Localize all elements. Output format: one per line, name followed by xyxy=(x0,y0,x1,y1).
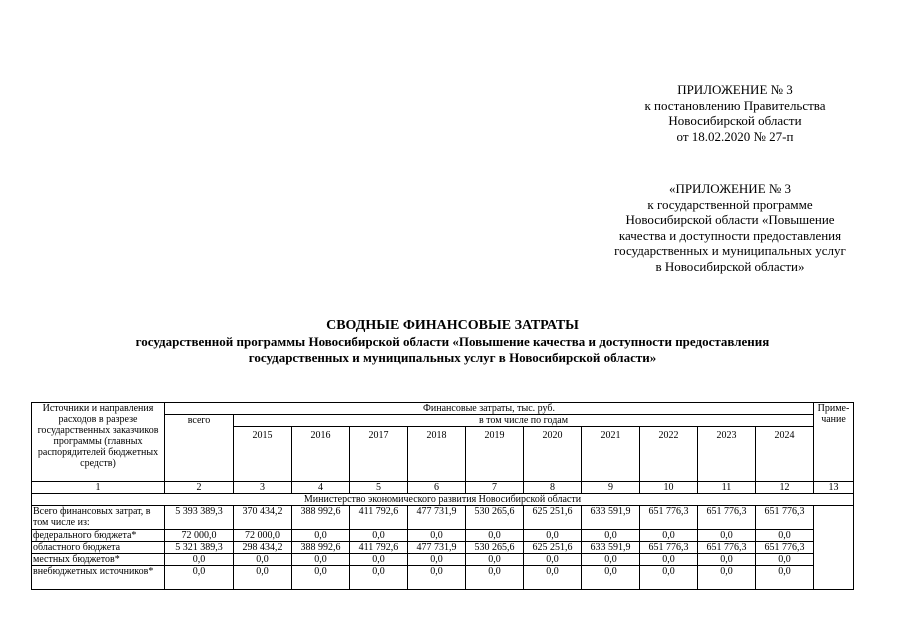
year-header: 2019 xyxy=(466,427,524,482)
ministry-row: Министерство экономического развития Новосибирской области xyxy=(32,494,854,506)
row-label: федерального бюджета* xyxy=(32,530,165,542)
cell-year-value: 0,0 xyxy=(524,554,582,566)
cell-year-value: 625 251,6 xyxy=(524,506,582,530)
cell-year-value: 411 792,6 xyxy=(350,506,408,530)
cell-year-value: 0,0 xyxy=(292,566,350,590)
appendix2-line: качества и доступности предоставления xyxy=(618,227,842,243)
cell-year-value: 0,0 xyxy=(350,554,408,566)
financial-costs-table xyxy=(31,402,854,590)
year-header: 2021 xyxy=(582,427,640,482)
cell-year-value: 477 731,9 xyxy=(408,506,466,530)
title-line-3: государственных и муниципальных услуг в Новосибирской области» xyxy=(248,350,657,365)
cell-year-value: 0,0 xyxy=(698,554,756,566)
cell-year-value: 633 591,9 xyxy=(582,542,640,554)
cell-year-value: 0,0 xyxy=(234,566,292,590)
column-number: 11 xyxy=(698,482,756,494)
cell-year-value: 0,0 xyxy=(408,554,466,566)
row-label: Всего финансовых затрат, в том числе из: xyxy=(32,506,165,530)
cell-year-value: 0,0 xyxy=(640,554,698,566)
cell-year-value: 651 776,3 xyxy=(698,542,756,554)
column-number: 1 xyxy=(32,482,165,494)
title-line-2: государственной программы Новосибирской области «Повышение качества и доступности предоставления xyxy=(135,334,770,349)
cell-year-value: 370 434,2 xyxy=(234,506,292,530)
appendix2-line: государственных и муниципальных услуг xyxy=(614,243,846,258)
cell-year-value: 0,0 xyxy=(466,530,524,542)
cell-year-value: 633 591,9 xyxy=(582,506,640,530)
cell-year-value: 0,0 xyxy=(756,530,814,542)
column-number: 6 xyxy=(408,482,466,494)
appendix-header-resolution xyxy=(600,82,870,144)
cell-year-value: 0,0 xyxy=(350,530,408,542)
header-by-years: в том числе по годам xyxy=(234,415,814,427)
table-row xyxy=(32,506,854,530)
year-header: 2015 xyxy=(234,427,292,482)
cell-year-value: 298 434,2 xyxy=(234,542,292,554)
data-rows xyxy=(32,506,854,590)
column-number: 12 xyxy=(756,482,814,494)
appendix2-line: к государственной программе xyxy=(647,196,813,212)
cell-total: 5 321 389,3 xyxy=(165,542,234,554)
year-header: 2017 xyxy=(350,427,408,482)
cell-year-value: 0,0 xyxy=(350,566,408,590)
cell-year-value: 651 776,3 xyxy=(640,506,698,530)
header-note: Приме-чание xyxy=(814,403,854,482)
cell-year-value: 651 776,3 xyxy=(698,506,756,530)
year-header: 2024 xyxy=(756,427,814,482)
appendix1-line: ПРИЛОЖЕНИЕ № 3 xyxy=(677,82,793,97)
cell-year-value: 0,0 xyxy=(756,554,814,566)
cell-year-value: 388 992,6 xyxy=(292,506,350,530)
column-number: 2 xyxy=(165,482,234,494)
year-header: 2016 xyxy=(292,427,350,482)
row-label: областного бюджета xyxy=(32,542,165,554)
appendix1-line: к постановлению Правительства xyxy=(644,97,826,113)
cell-total: 72 000,0 xyxy=(165,530,234,542)
cell-year-value: 0,0 xyxy=(640,566,698,590)
table-row xyxy=(32,530,854,542)
cell-year-value: 0,0 xyxy=(408,530,466,542)
column-number: 5 xyxy=(350,482,408,494)
cell-year-value: 0,0 xyxy=(466,566,524,590)
cell-year-value: 0,0 xyxy=(524,530,582,542)
year-header: 2020 xyxy=(524,427,582,482)
appendix1-line: Новосибирской области xyxy=(668,113,802,128)
cell-year-value: 651 776,3 xyxy=(756,506,814,530)
cell-year-value: 530 265,6 xyxy=(466,542,524,554)
cell-year-value: 651 776,3 xyxy=(640,542,698,554)
table-row xyxy=(32,554,854,566)
cell-year-value: 411 792,6 xyxy=(350,542,408,554)
header-costs: Финансовые затраты, тыс. руб. xyxy=(165,403,814,415)
title-line-1: СВОДНЫЕ ФИНАНСОВЫЕ ЗАТРАТЫ xyxy=(326,318,579,333)
cell-note xyxy=(814,506,854,590)
cell-year-value: 0,0 xyxy=(524,566,582,590)
cell-year-value: 0,0 xyxy=(698,530,756,542)
header-sources: Источники и направления расходов в разрезе государственных заказчиков программы (главных распорядителей бюджетных средств) xyxy=(32,403,165,482)
appendix1-line: от 18.02.2020 № 27-п xyxy=(676,128,794,144)
year-header: 2022 xyxy=(640,427,698,482)
appendix2-line: «ПРИЛОЖЕНИЕ № 3 xyxy=(668,181,792,196)
cell-year-value: 0,0 xyxy=(292,530,350,542)
header-total: всего xyxy=(165,415,234,482)
cell-total: 0,0 xyxy=(165,566,234,590)
column-number: 3 xyxy=(234,482,292,494)
appendix2-line: в Новосибирской области» xyxy=(655,258,805,274)
column-number: 9 xyxy=(582,482,640,494)
appendix2-line: Новосибирской области «Повышение xyxy=(625,212,835,227)
cell-year-value: 0,0 xyxy=(582,530,640,542)
document-title xyxy=(40,318,865,366)
table-row xyxy=(32,542,854,554)
cell-total: 5 393 389,3 xyxy=(165,506,234,530)
cell-year-value: 0,0 xyxy=(582,554,640,566)
cell-year-value: 625 251,6 xyxy=(524,542,582,554)
table-row xyxy=(32,566,854,590)
column-number: 8 xyxy=(524,482,582,494)
cell-year-value: 0,0 xyxy=(466,554,524,566)
cell-year-value: 0,0 xyxy=(408,566,466,590)
cell-year-value: 72 000,0 xyxy=(234,530,292,542)
column-number: 13 xyxy=(814,482,854,494)
cell-year-value: 0,0 xyxy=(234,554,292,566)
cell-year-value: 651 776,3 xyxy=(756,542,814,554)
column-number: 7 xyxy=(466,482,524,494)
appendix-header-program xyxy=(580,181,880,274)
row-label: местных бюджетов* xyxy=(32,554,165,566)
cell-year-value: 477 731,9 xyxy=(408,542,466,554)
cell-year-value: 0,0 xyxy=(640,530,698,542)
column-number: 10 xyxy=(640,482,698,494)
cell-year-value: 388 992,6 xyxy=(292,542,350,554)
cell-year-value: 530 265,6 xyxy=(466,506,524,530)
cell-total: 0,0 xyxy=(165,554,234,566)
cell-year-value: 0,0 xyxy=(292,554,350,566)
year-header: 2018 xyxy=(408,427,466,482)
row-label: внебюджетных источников* xyxy=(32,566,165,590)
cell-year-value: 0,0 xyxy=(756,566,814,590)
cell-year-value: 0,0 xyxy=(582,566,640,590)
cell-year-value: 0,0 xyxy=(698,566,756,590)
column-number: 4 xyxy=(292,482,350,494)
year-header: 2023 xyxy=(698,427,756,482)
